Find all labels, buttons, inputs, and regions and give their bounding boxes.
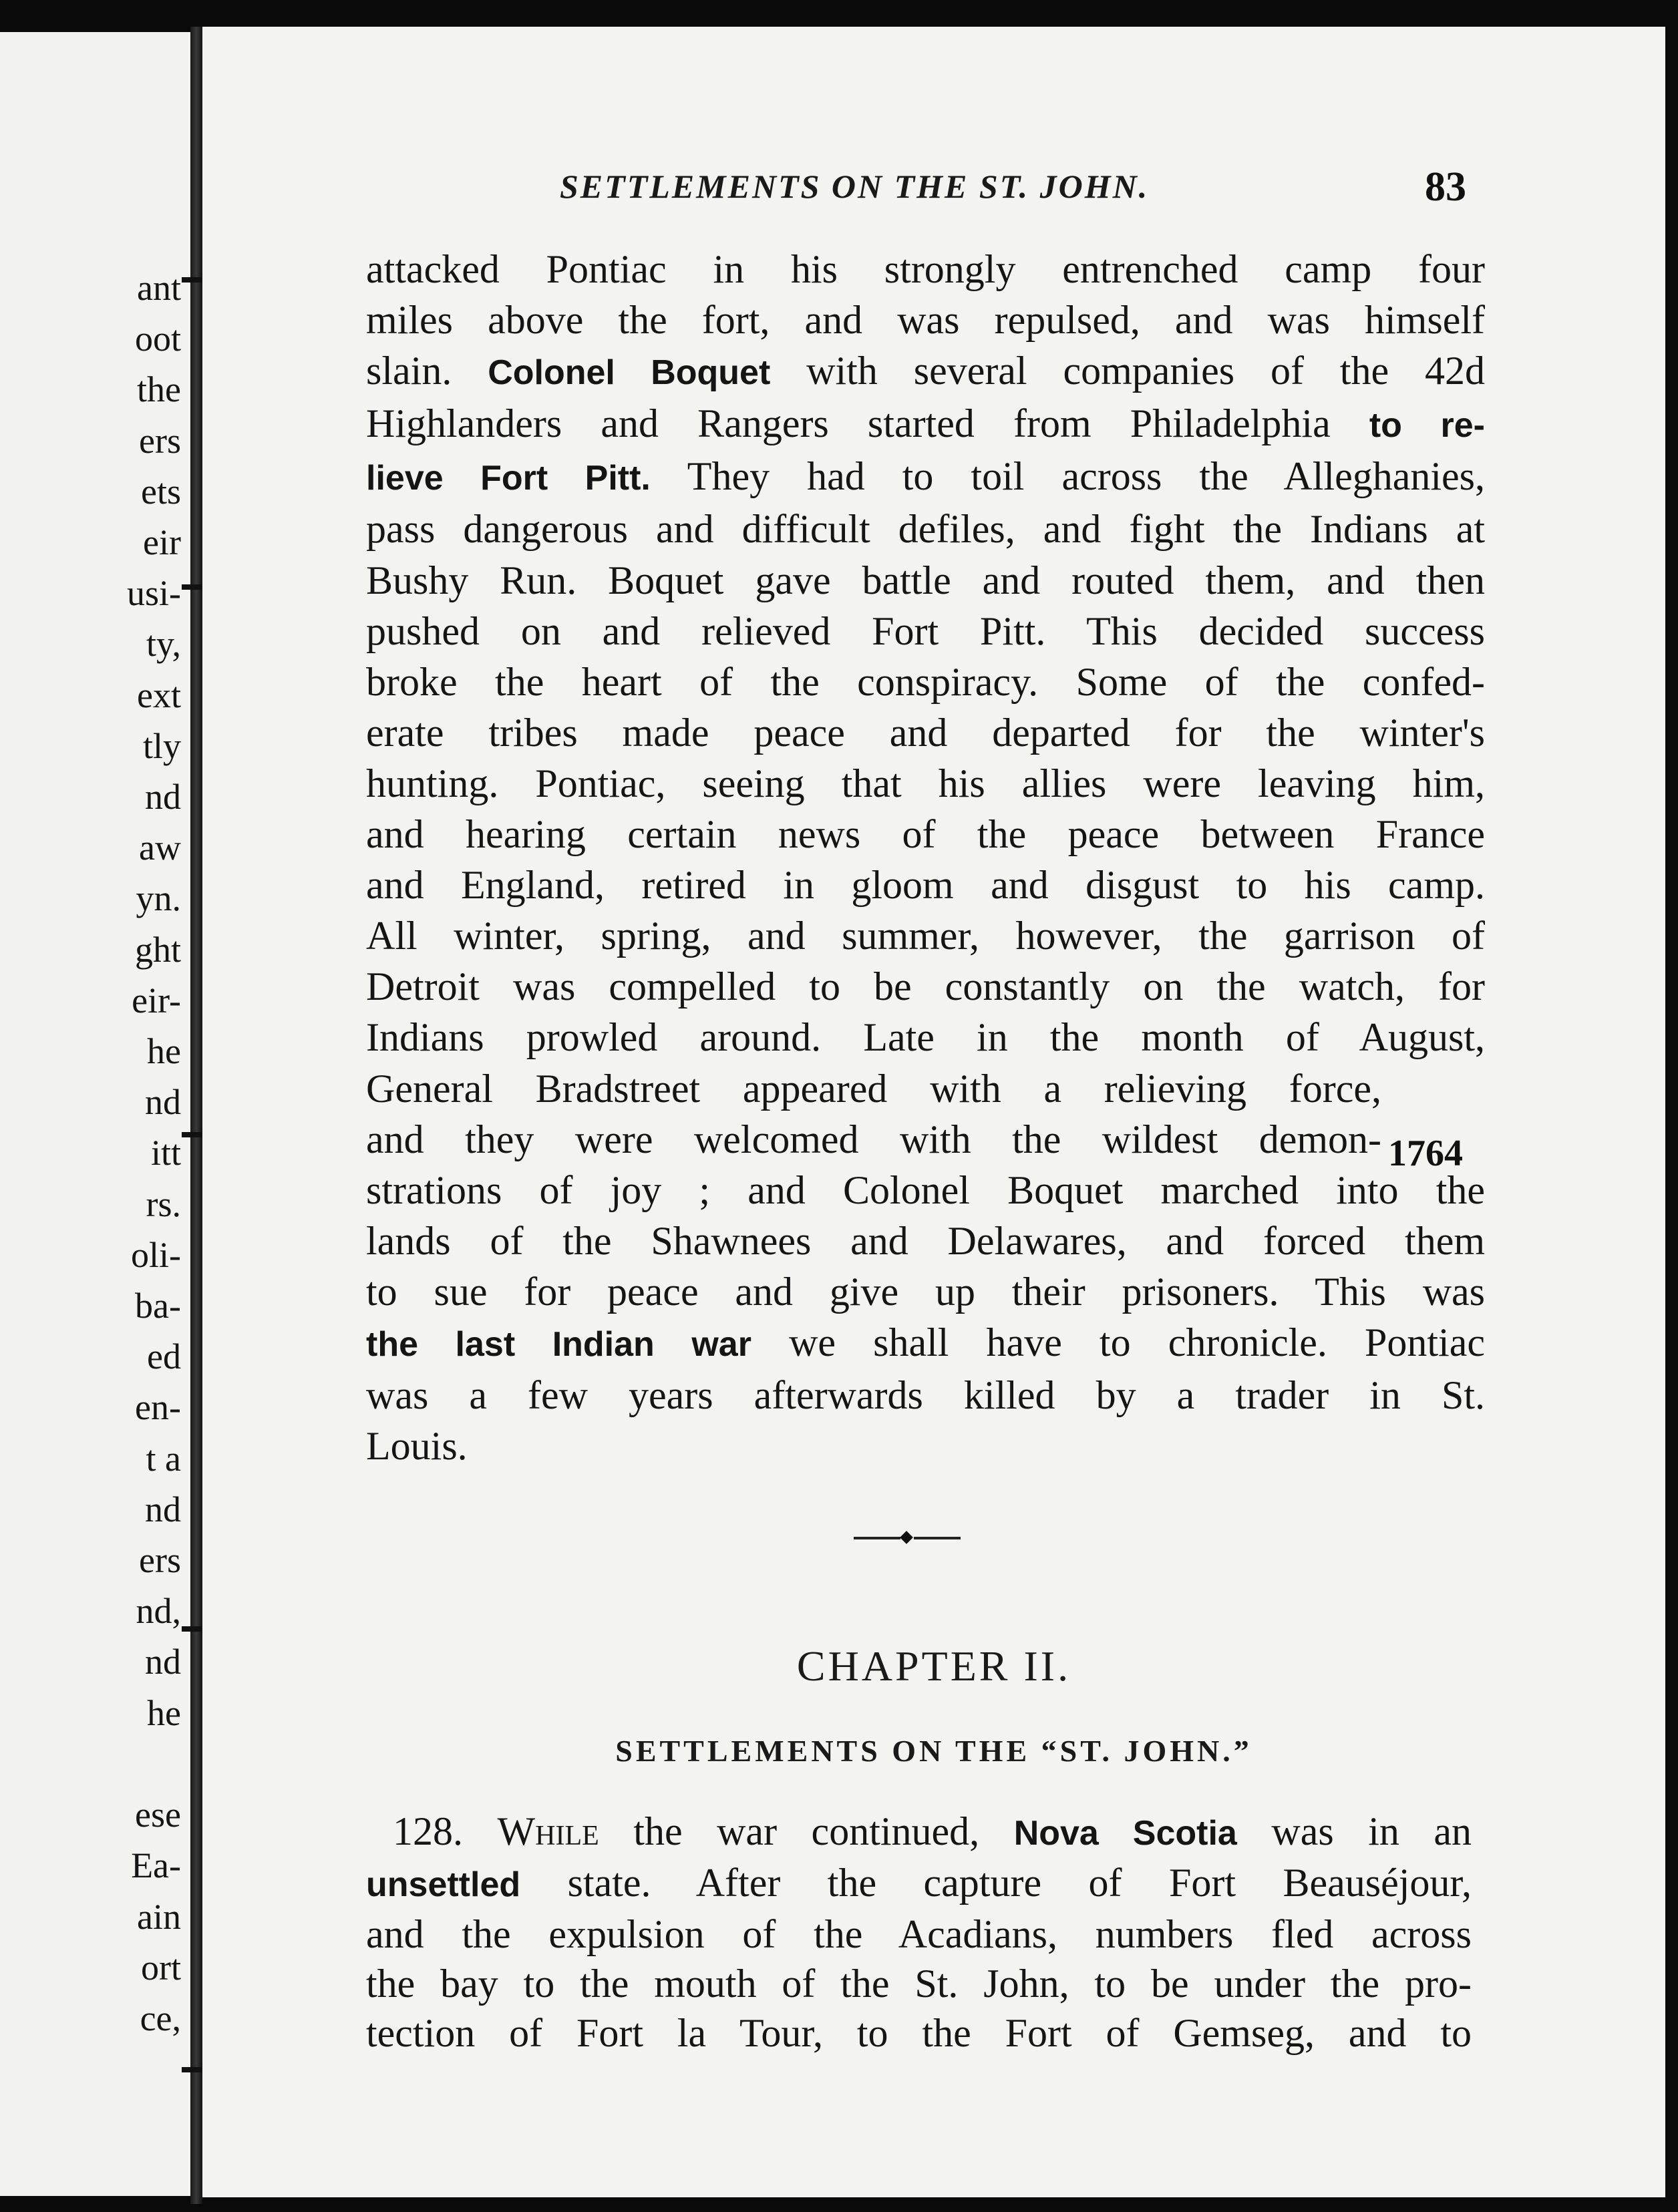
text-line: pushed on and relieved Fort Pitt. This decided success: [366, 608, 1485, 653]
text-line: strations of joy ; and Colonel Boquet marched into the: [366, 1167, 1485, 1212]
facing-page: [0, 32, 190, 2196]
text-line: and hearing certain news of the peace between France: [366, 812, 1485, 857]
text-line: lieve Fort Pitt. They had to toil across the Alleghanies,: [366, 454, 1485, 499]
bold-phrase: Colonel Boquet: [488, 353, 771, 393]
paragraph-128: [366, 1807, 1472, 2058]
text-line: General Bradstreet appeared with a relieving force,: [366, 1066, 1381, 1111]
text-line: and they were welcomed with the wildest demon-: [366, 1117, 1381, 1161]
text-line: unsettled state. After the capture of Fort Beauséjour,: [366, 1861, 1472, 1905]
text-line: Highlanders and Rangers started from Philadelphia to re-: [366, 401, 1485, 446]
bold-phrase: the last Indian war: [366, 1324, 751, 1364]
text-line: Bushy Run. Boquet gave battle and routed them, and then: [366, 558, 1485, 602]
paragraph-number: 128.: [393, 1809, 498, 1853]
text-line: the last Indian war we shall have to chronicle. Pontiac: [366, 1320, 1485, 1364]
text-line: tection of Fort la Tour, to the Fort of Gemseg, and to: [366, 2011, 1472, 2055]
book-gutter: [190, 27, 202, 2204]
text-line: pass dangerous and difficult defiles, and fight the Indians at: [366, 507, 1485, 552]
text-line: the bay to the mouth of the St. John, to be under the pro-: [366, 1962, 1472, 2006]
text-line: All winter, spring, and summer, however, the garrison of: [366, 914, 1485, 958]
page-number: 83: [1425, 164, 1466, 210]
text-line: lands of the Shawnees and Delawares, and forced them: [366, 1218, 1485, 1263]
section-divider-ornament: [854, 1533, 961, 1542]
marginal-date: 1764: [1388, 1133, 1463, 1174]
text-line: and the expulsion of the Acadians, numbers fled across: [366, 1912, 1472, 1956]
text-line: broke the heart of the conspiracy. Some of the confed-: [366, 659, 1485, 704]
text-line: attacked Pontiac in his strongly entrenched camp four: [366, 247, 1485, 291]
bold-phrase: unsettled: [366, 1865, 521, 1904]
text-line: Louis.: [366, 1424, 468, 1469]
text-line: slain. Colonel Boquet with several companies of the 42d: [366, 349, 1485, 393]
book-page: [202, 27, 1665, 2197]
text-line: to sue for peace and give up their prisoners. This was: [366, 1269, 1485, 1314]
bold-phrase: to re-: [1369, 406, 1485, 445]
text-line: and England, retired in gloom and disgust to his camp.: [366, 863, 1485, 908]
bold-phrase: lieve Fort Pitt.: [366, 459, 651, 498]
chapter-heading: CHAPTER II.: [796, 1642, 1071, 1690]
text-line: 128. While the war continued, Nova Scotia was in an: [393, 1809, 1472, 1853]
bold-phrase: Nova Scotia: [1013, 1814, 1237, 1853]
running-head: SETTLEMENTS ON THE ST. JOHN.: [560, 168, 1150, 205]
text-line: hunting. Pontiac, seeing that his allies were leaving him,: [366, 761, 1485, 805]
text-line: erate tribes made peace and departed for the winter's: [366, 710, 1485, 755]
paragraph-lead-word: While: [497, 1809, 599, 1853]
text-line: miles above the fort, and was repulsed, and was himself: [366, 298, 1485, 343]
text-line: Indians prowled around. Late in the month of August,: [366, 1015, 1485, 1060]
section-title: SETTLEMENTS ON THE “ST. JOHN.”: [615, 1734, 1252, 1768]
text-line: was a few years afterwards killed by a trader in St.: [366, 1373, 1485, 1418]
body-paragraph: [366, 244, 1485, 1471]
text-line: Detroit was compelled to be constantly on the watch, for: [366, 964, 1485, 1009]
facing-page-text: ant oot the ers ets eir usi- ty, ext tly nd aw yn. ght eir- he nd itt rs. oli- ba- ed en- t a nd ers nd, nd he ese Ea- ain ort ce,: [127, 268, 181, 2038]
